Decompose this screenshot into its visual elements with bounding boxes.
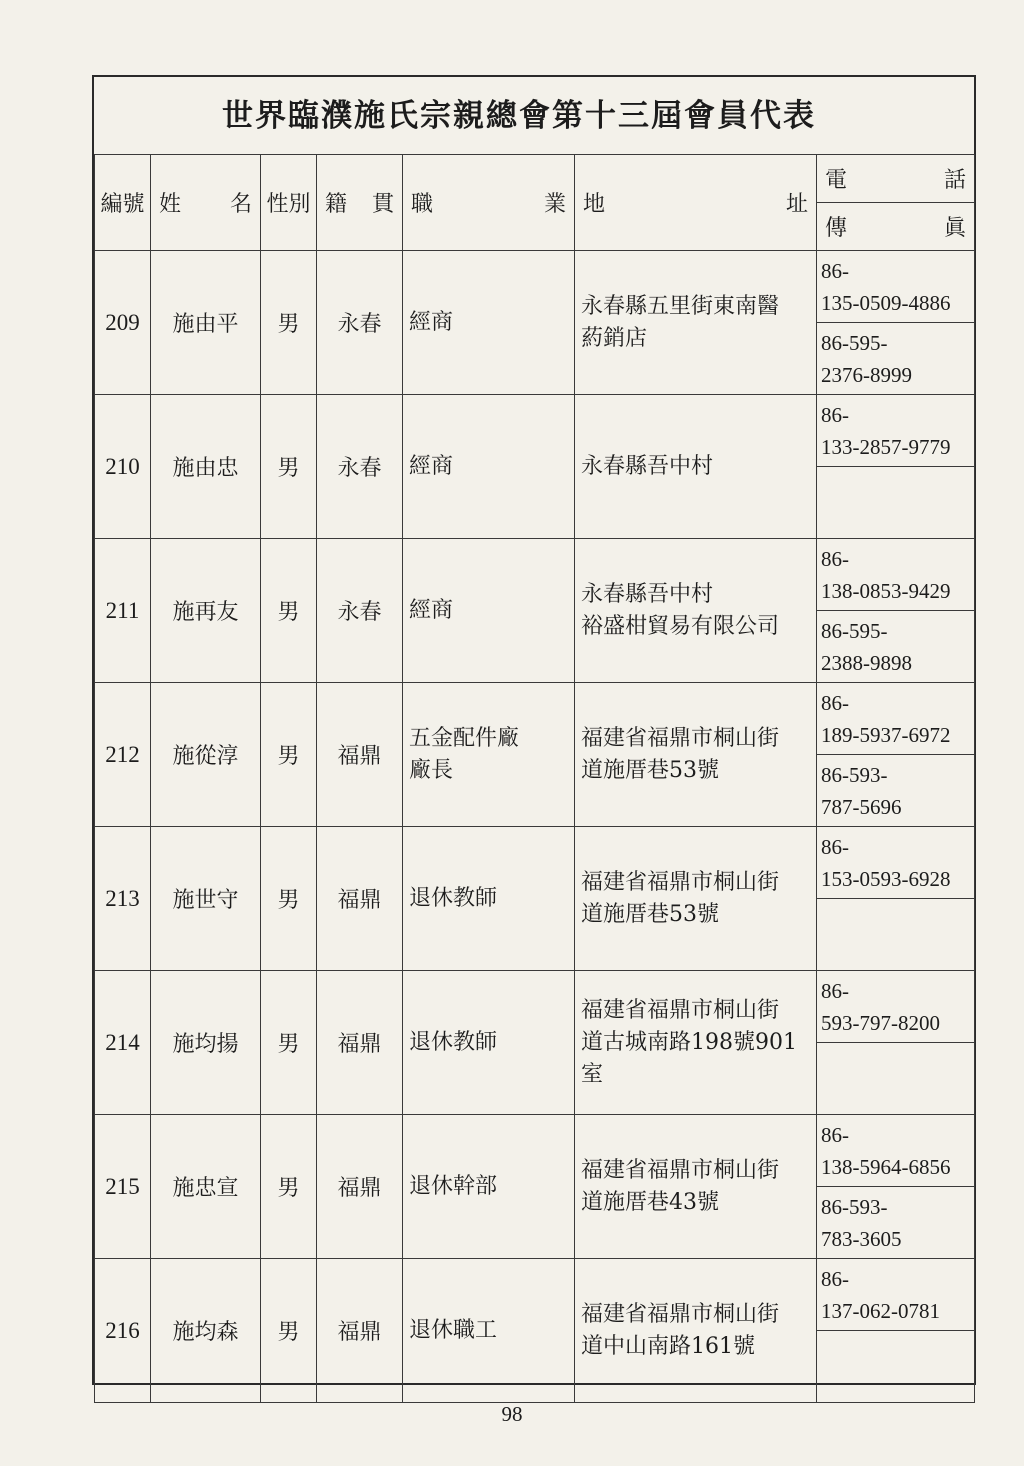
member-occupation [403, 1115, 575, 1259]
member-phone [817, 1259, 975, 1331]
member-fax [817, 467, 975, 539]
member-address [575, 827, 817, 971]
member-address [575, 683, 817, 827]
member-origin: 永春 [317, 251, 403, 395]
address-line: 葯銷店 [581, 325, 648, 351]
occupation-line: 退休職工 [409, 1317, 498, 1343]
member-occupation [403, 971, 575, 1115]
header-occupation-1: 職 [411, 192, 434, 217]
phone-line: 86- [821, 690, 849, 715]
member-phone [817, 251, 975, 323]
member-name: 施由平 [151, 251, 261, 395]
table-row [95, 1115, 975, 1187]
address-line: 福建省福鼎市桐山街 [581, 725, 780, 751]
table-row [95, 971, 975, 1043]
phone-line: 86- [821, 1122, 849, 1147]
member-occupation [403, 683, 575, 827]
header-phone [817, 155, 975, 203]
address-line: 福建省福鼎市桐山街 [581, 1301, 780, 1327]
fax-line: 86-593- [821, 762, 888, 787]
address-line: 道施厝巷53號 [581, 757, 719, 783]
header-phone-1: 電 [825, 168, 848, 193]
address-line: 福建省福鼎市桐山街 [581, 1157, 780, 1183]
occupation-line: 退休幹部 [409, 1173, 498, 1199]
member-occupation [403, 1259, 575, 1403]
table-row [95, 683, 975, 755]
member-id: 214 [95, 971, 151, 1115]
table-row [95, 539, 975, 611]
member-id: 209 [95, 251, 151, 395]
member-address [575, 395, 817, 539]
header-origin-1: 籍 [325, 192, 348, 217]
header-origin [317, 155, 403, 251]
header-fax-1: 傳 [825, 216, 848, 241]
member-name: 施均森 [151, 1259, 261, 1403]
member-occupation [403, 395, 575, 539]
member-address [575, 539, 817, 683]
member-id: 210 [95, 395, 151, 539]
member-fax [817, 323, 975, 395]
page-title: 世界臨濮施氏宗親總會第十三屆會員代表 [222, 98, 816, 134]
member-fax [817, 611, 975, 683]
phone-line: 86- [821, 402, 849, 427]
page-number: 98 [501, 1402, 523, 1426]
member-origin: 福鼎 [317, 1115, 403, 1259]
address-line: 永春縣吾中村 [581, 581, 714, 607]
member-origin: 福鼎 [317, 971, 403, 1115]
address-line: 室 [581, 1061, 604, 1087]
header-id: 編號 [95, 155, 151, 251]
header-phone-2: 話 [943, 168, 966, 193]
member-phone [817, 395, 975, 467]
member-table [94, 154, 975, 1403]
member-origin: 福鼎 [317, 1259, 403, 1403]
title-box [94, 77, 974, 154]
address-line: 道中山南路161號 [581, 1333, 755, 1359]
address-line: 道古城南路198號901 [581, 1029, 797, 1055]
address-line: 道施厝巷53號 [581, 901, 719, 927]
address-line: 永春縣吾中村 [581, 453, 714, 479]
header-fax [817, 203, 975, 251]
fax-line: 2388-9898 [821, 650, 912, 675]
header-gender: 性別 [261, 155, 317, 251]
address-line: 道施厝巷43號 [581, 1189, 719, 1215]
occupation-line: 退休教師 [409, 1029, 498, 1055]
member-fax [817, 755, 975, 827]
occupation-line: 經商 [409, 597, 454, 623]
occupation-line: 經商 [409, 309, 454, 335]
phone-line: 153-0593-6928 [821, 866, 951, 891]
phone-line: 593-797-8200 [821, 1010, 940, 1035]
fax-line: 787-5696 [821, 794, 902, 819]
header-row-top [95, 155, 975, 203]
address-line: 福建省福鼎市桐山街 [581, 997, 780, 1023]
header-name [151, 155, 261, 251]
member-occupation [403, 251, 575, 395]
member-id: 212 [95, 683, 151, 827]
member-phone [817, 971, 975, 1043]
header-address-1: 地 [583, 192, 606, 217]
header-address [575, 155, 817, 251]
phone-line: 189-5937-6972 [821, 722, 951, 747]
member-address [575, 251, 817, 395]
fax-line: 86-593- [821, 1194, 888, 1219]
header-occupation [403, 155, 575, 251]
fax-line: 2376-8999 [821, 362, 912, 387]
phone-line: 133-2857-9779 [821, 434, 951, 459]
member-fax [817, 1187, 975, 1259]
address-line: 裕盛柑貿易有限公司 [581, 613, 780, 639]
member-occupation [403, 827, 575, 971]
phone-line: 138-0853-9429 [821, 578, 951, 603]
occupation-line: 退休教師 [409, 885, 498, 911]
member-address [575, 1115, 817, 1259]
fax-line: 86-595- [821, 330, 888, 355]
member-gender: 男 [261, 539, 317, 683]
member-id: 215 [95, 1115, 151, 1259]
table-row [95, 1259, 975, 1331]
member-id: 216 [95, 1259, 151, 1403]
member-origin: 福鼎 [317, 683, 403, 827]
phone-line: 86- [821, 1266, 849, 1291]
phone-line: 137-062-0781 [821, 1298, 940, 1323]
member-fax [817, 899, 975, 971]
address-line: 永春縣五里街東南醫 [581, 293, 780, 319]
member-origin: 永春 [317, 395, 403, 539]
member-name: 施從淳 [151, 683, 261, 827]
phone-line: 86- [821, 978, 849, 1003]
member-name: 施忠宣 [151, 1115, 261, 1259]
member-address [575, 971, 817, 1115]
header-name-2: 名 [229, 192, 252, 217]
member-address [575, 1259, 817, 1403]
member-phone [817, 827, 975, 899]
header-address-2: 址 [785, 192, 808, 217]
table-row [95, 395, 975, 467]
member-name: 施世守 [151, 827, 261, 971]
member-occupation [403, 539, 575, 683]
header-name-1: 姓 [159, 192, 182, 217]
member-gender: 男 [261, 683, 317, 827]
fax-line: 86-595- [821, 618, 888, 643]
table-row [95, 827, 975, 899]
member-table-frame [92, 75, 976, 1385]
member-origin: 永春 [317, 539, 403, 683]
phone-line: 135-0509-4886 [821, 290, 951, 315]
phone-line: 86- [821, 834, 849, 859]
member-gender: 男 [261, 395, 317, 539]
header-origin-2: 貫 [371, 192, 394, 217]
member-gender: 男 [261, 251, 317, 395]
table-row [95, 251, 975, 323]
occupation-line: 經商 [409, 453, 454, 479]
phone-line: 86- [821, 546, 849, 571]
occupation-line: 廠長 [409, 757, 454, 783]
member-origin: 福鼎 [317, 827, 403, 971]
member-fax [817, 1043, 975, 1115]
member-name: 施均揚 [151, 971, 261, 1115]
phone-line: 86- [821, 258, 849, 283]
member-phone [817, 1115, 975, 1187]
address-line: 福建省福鼎市桐山街 [581, 869, 780, 895]
member-phone [817, 539, 975, 611]
header-occupation-2: 業 [543, 192, 566, 217]
fax-line: 783-3605 [821, 1226, 902, 1251]
member-id: 211 [95, 539, 151, 683]
member-gender: 男 [261, 971, 317, 1115]
member-gender: 男 [261, 827, 317, 971]
header-fax-2: 眞 [943, 216, 966, 241]
occupation-line: 五金配件廠 [409, 725, 520, 751]
member-gender: 男 [261, 1259, 317, 1403]
member-fax [817, 1331, 975, 1403]
member-name: 施再友 [151, 539, 261, 683]
member-id: 213 [95, 827, 151, 971]
member-gender: 男 [261, 1115, 317, 1259]
member-phone [817, 683, 975, 755]
phone-line: 138-5964-6856 [821, 1154, 951, 1179]
member-name: 施由忠 [151, 395, 261, 539]
